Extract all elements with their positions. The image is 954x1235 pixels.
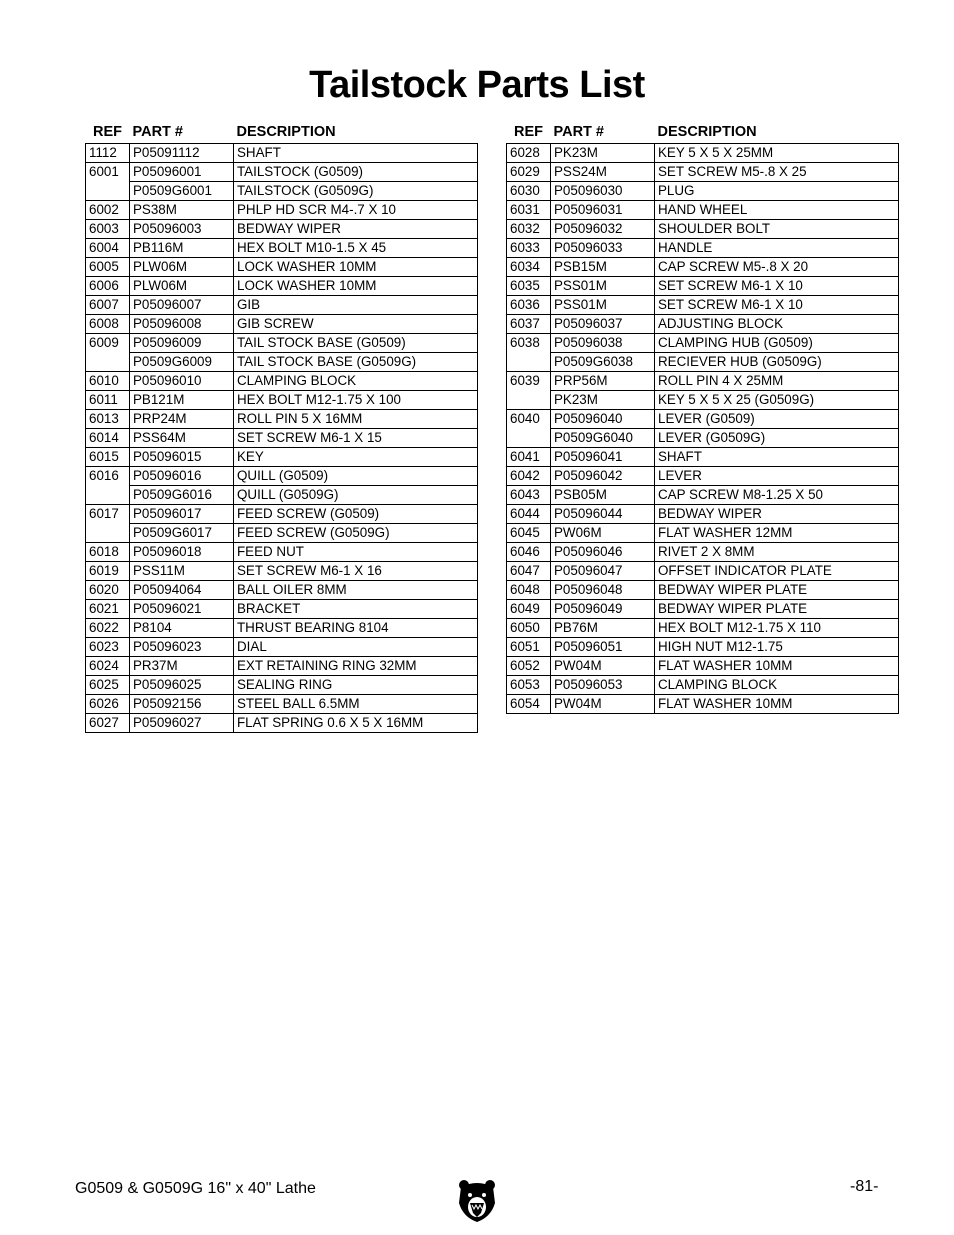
description-cell: SEALING RING (234, 676, 478, 695)
description-cell: QUILL (G0509) (234, 467, 478, 486)
part-number-cell: P0509G6017 (130, 524, 234, 543)
table-row (86, 486, 478, 505)
table-row (507, 562, 899, 581)
part-number-cell: PSS11M (130, 562, 234, 581)
table-row (507, 619, 899, 638)
table-row (86, 467, 478, 486)
description-cell: BALL OILER 8MM (234, 581, 478, 600)
part-column-header: PART # (132, 124, 183, 140)
description-cell: GIB SCREW (234, 315, 478, 334)
description-cell: FLAT WASHER 12MM (655, 524, 899, 543)
description-cell: OFFSET INDICATOR PLATE (655, 562, 899, 581)
part-number-cell: PRP24M (130, 410, 234, 429)
description-cell: HANDLE (655, 239, 899, 258)
part-number-cell: P05096048 (551, 581, 655, 600)
table-row (86, 676, 478, 695)
table-row (86, 315, 478, 334)
part-number-cell: P0509G6016 (130, 486, 234, 505)
part-number-cell: PW06M (551, 524, 655, 543)
table-row (507, 543, 899, 562)
table-row (507, 695, 899, 714)
ref-cell: 6023 (86, 638, 130, 657)
description-cell: CLAMPING BLOCK (655, 676, 899, 695)
page-number: -81- (850, 1178, 879, 1195)
description-cell: SHOULDER BOLT (655, 220, 899, 239)
table-row (507, 258, 899, 277)
ref-cell: 6007 (86, 296, 130, 315)
table-row (86, 448, 478, 467)
ref-cell (86, 182, 130, 201)
description-cell: HEX BOLT M12-1.75 X 100 (234, 391, 478, 410)
description-cell: CAP SCREW M5-.8 X 20 (655, 258, 899, 277)
ref-cell: 6032 (507, 220, 551, 239)
description-cell: CLAMPING BLOCK (234, 372, 478, 391)
part-number-cell: P05096016 (130, 467, 234, 486)
description-cell: GIB (234, 296, 478, 315)
part-number-cell: P05092156 (130, 695, 234, 714)
part-number-cell: PSS64M (130, 429, 234, 448)
description-column-header: DESCRIPTION (236, 124, 336, 140)
description-cell: FEED SCREW (G0509G) (234, 524, 478, 543)
table-row (86, 182, 478, 201)
description-cell: KEY 5 X 5 X 25MM (655, 144, 899, 163)
table-header-row (86, 121, 478, 144)
ref-cell: 6009 (86, 334, 130, 353)
part-number-cell: PW04M (551, 695, 655, 714)
table-row (86, 562, 478, 581)
table-row (507, 505, 899, 524)
part-number-cell: P05096009 (130, 334, 234, 353)
bear-logo-icon (457, 1177, 497, 1223)
part-number-cell: PB76M (551, 619, 655, 638)
ref-cell: 6022 (86, 619, 130, 638)
part-number-cell: PSS01M (551, 277, 655, 296)
part-number-cell: P05096007 (130, 296, 234, 315)
ref-cell: 6001 (86, 163, 130, 182)
part-number-cell: PB116M (130, 239, 234, 258)
ref-cell: 6026 (86, 695, 130, 714)
description-cell: ADJUSTING BLOCK (655, 315, 899, 334)
table-row (507, 467, 899, 486)
ref-cell: 6006 (86, 277, 130, 296)
table-row (86, 144, 478, 163)
part-column-header: PART # (553, 124, 604, 140)
table-row (507, 201, 899, 220)
description-cell: LEVER (655, 467, 899, 486)
description-cell: KEY (234, 448, 478, 467)
description-cell: RIVET 2 X 8MM (655, 543, 899, 562)
table-row (86, 372, 478, 391)
part-number-cell: PR37M (130, 657, 234, 676)
description-cell: LOCK WASHER 10MM (234, 277, 478, 296)
ref-cell: 6019 (86, 562, 130, 581)
ref-cell: 6025 (86, 676, 130, 695)
part-number-cell: PK23M (551, 391, 655, 410)
table-row (86, 296, 478, 315)
description-cell: SHAFT (234, 144, 478, 163)
ref-cell: 6021 (86, 600, 130, 619)
description-cell: SET SCREW M6-1 X 10 (655, 296, 899, 315)
ref-cell: 6041 (507, 448, 551, 467)
ref-cell: 6003 (86, 220, 130, 239)
description-cell: BEDWAY WIPER (655, 505, 899, 524)
description-cell: HEX BOLT M12-1.75 X 110 (655, 619, 899, 638)
table-row (507, 220, 899, 239)
part-number-cell: P05094064 (130, 581, 234, 600)
ref-cell: 6014 (86, 429, 130, 448)
description-cell: ROLL PIN 5 X 16MM (234, 410, 478, 429)
page-title: Tailstock Parts List (309, 64, 645, 106)
part-number-cell: P05096003 (130, 220, 234, 239)
ref-cell: 6046 (507, 543, 551, 562)
ref-cell: 6040 (507, 410, 551, 429)
part-number-cell: P05096017 (130, 505, 234, 524)
table-row (507, 182, 899, 201)
ref-cell: 6053 (507, 676, 551, 695)
part-number-cell: P05096030 (551, 182, 655, 201)
table-row (507, 448, 899, 467)
table-row (86, 600, 478, 619)
table-row (507, 353, 899, 372)
part-number-cell: P05096037 (551, 315, 655, 334)
table-row (507, 638, 899, 657)
part-number-cell: P05096010 (130, 372, 234, 391)
table-row (86, 619, 478, 638)
part-number-cell: P0509G6040 (551, 429, 655, 448)
ref-cell: 6031 (507, 201, 551, 220)
table-row (86, 334, 478, 353)
ref-cell: 6048 (507, 581, 551, 600)
ref-cell: 6016 (86, 467, 130, 486)
table-row (86, 163, 478, 182)
part-number-cell: PSB15M (551, 258, 655, 277)
table-header-row (507, 121, 899, 144)
ref-cell: 6013 (86, 410, 130, 429)
description-cell: BEDWAY WIPER PLATE (655, 581, 899, 600)
description-cell: TAIL STOCK BASE (G0509) (234, 334, 478, 353)
table-row (86, 258, 478, 277)
table-row (86, 657, 478, 676)
description-cell: BRACKET (234, 600, 478, 619)
ref-cell: 6033 (507, 239, 551, 258)
ref-cell (507, 353, 551, 372)
table-row (86, 220, 478, 239)
ref-column-header: REF (514, 124, 543, 140)
part-number-cell: P05091112 (130, 144, 234, 163)
table-row (507, 657, 899, 676)
table-row (507, 600, 899, 619)
ref-cell: 6037 (507, 315, 551, 334)
part-number-cell: P05096018 (130, 543, 234, 562)
part-number-cell: PB121M (130, 391, 234, 410)
part-number-cell: P05096033 (551, 239, 655, 258)
ref-cell: 6030 (507, 182, 551, 201)
part-number-cell: PSS01M (551, 296, 655, 315)
part-number-cell: PW04M (551, 657, 655, 676)
description-cell: THRUST BEARING 8104 (234, 619, 478, 638)
ref-cell: 6029 (507, 163, 551, 182)
description-cell: TAIL STOCK BASE (G0509G) (234, 353, 478, 372)
ref-cell: 6018 (86, 543, 130, 562)
table-row (86, 505, 478, 524)
part-number-cell: P0509G6009 (130, 353, 234, 372)
ref-cell: 6027 (86, 714, 130, 733)
part-number-cell: P05096053 (551, 676, 655, 695)
ref-cell: 1112 (86, 144, 130, 163)
description-cell: LOCK WASHER 10MM (234, 258, 478, 277)
part-number-cell: P05096046 (551, 543, 655, 562)
description-cell: LEVER (G0509) (655, 410, 899, 429)
part-number-cell: P8104 (130, 619, 234, 638)
ref-cell: 6036 (507, 296, 551, 315)
parts-table-left (85, 121, 478, 733)
footer-model: G0509 & G0509G 16" x 40" Lathe (75, 1180, 316, 1197)
parts-table-right (506, 121, 899, 714)
part-number-cell: P05096047 (551, 562, 655, 581)
description-cell: BEDWAY WIPER PLATE (655, 600, 899, 619)
table-row (86, 277, 478, 296)
description-cell: HIGH NUT M12-1.75 (655, 638, 899, 657)
description-column-header: DESCRIPTION (657, 124, 757, 140)
part-number-cell: PSS24M (551, 163, 655, 182)
description-cell: QUILL (G0509G) (234, 486, 478, 505)
table-row (507, 676, 899, 695)
ref-cell: 6044 (507, 505, 551, 524)
ref-column-header: REF (93, 124, 122, 140)
description-cell: BEDWAY WIPER (234, 220, 478, 239)
part-number-cell: PRP56M (551, 372, 655, 391)
part-number-cell: P0509G6038 (551, 353, 655, 372)
description-cell: SHAFT (655, 448, 899, 467)
ref-cell: 6039 (507, 372, 551, 391)
parts-table-body (86, 144, 478, 733)
part-number-cell: P05096044 (551, 505, 655, 524)
ref-cell: 6038 (507, 334, 551, 353)
table-row (86, 353, 478, 372)
description-cell: ROLL PIN 4 X 25MM (655, 372, 899, 391)
description-cell: FLAT WASHER 10MM (655, 695, 899, 714)
ref-cell: 6054 (507, 695, 551, 714)
ref-cell: 6050 (507, 619, 551, 638)
ref-cell: 6034 (507, 258, 551, 277)
description-cell: PLUG (655, 182, 899, 201)
part-number-cell: P05096041 (551, 448, 655, 467)
ref-cell: 6051 (507, 638, 551, 657)
ref-cell: 6008 (86, 315, 130, 334)
description-cell: SET SCREW M5-.8 X 25 (655, 163, 899, 182)
part-number-cell: P05096023 (130, 638, 234, 657)
ref-cell: 6002 (86, 201, 130, 220)
part-number-cell: P05096021 (130, 600, 234, 619)
table-row (86, 714, 478, 733)
ref-cell: 6052 (507, 657, 551, 676)
ref-cell: 6010 (86, 372, 130, 391)
table-row (507, 581, 899, 600)
ref-cell: 6043 (507, 486, 551, 505)
part-number-cell: P05096032 (551, 220, 655, 239)
part-number-cell: P05096008 (130, 315, 234, 334)
part-number-cell: PSB05M (551, 486, 655, 505)
ref-cell: 6035 (507, 277, 551, 296)
description-cell: TAILSTOCK (G0509G) (234, 182, 478, 201)
ref-cell: 6015 (86, 448, 130, 467)
table-row (507, 163, 899, 182)
table-row (86, 695, 478, 714)
description-cell: HAND WHEEL (655, 201, 899, 220)
table-row (86, 239, 478, 258)
description-cell: EXT RETAINING RING 32MM (234, 657, 478, 676)
description-cell: FLAT WASHER 10MM (655, 657, 899, 676)
ref-cell: 6004 (86, 239, 130, 258)
ref-cell: 6017 (86, 505, 130, 524)
description-cell: SET SCREW M6-1 X 10 (655, 277, 899, 296)
table-row (86, 410, 478, 429)
ref-cell: 6045 (507, 524, 551, 543)
part-number-cell: P05096027 (130, 714, 234, 733)
ref-cell: 6024 (86, 657, 130, 676)
ref-cell: 6005 (86, 258, 130, 277)
table-row (86, 581, 478, 600)
ref-cell (507, 429, 551, 448)
description-cell: RECIEVER HUB (G0509G) (655, 353, 899, 372)
part-number-cell: P05096051 (551, 638, 655, 657)
part-number-cell: PS38M (130, 201, 234, 220)
table-row (507, 391, 899, 410)
table-row (507, 486, 899, 505)
description-cell: FEED SCREW (G0509) (234, 505, 478, 524)
ref-cell (507, 391, 551, 410)
table-row (507, 429, 899, 448)
table-row (507, 239, 899, 258)
ref-cell (86, 486, 130, 505)
description-cell: DIAL (234, 638, 478, 657)
description-cell: LEVER (G0509G) (655, 429, 899, 448)
ref-cell: 6042 (507, 467, 551, 486)
description-cell: SET SCREW M6-1 X 15 (234, 429, 478, 448)
table-row (507, 524, 899, 543)
table-row (86, 638, 478, 657)
description-cell: FLAT SPRING 0.6 X 5 X 16MM (234, 714, 478, 733)
ref-cell: 6047 (507, 562, 551, 581)
part-number-cell: PK23M (551, 144, 655, 163)
table-row (507, 315, 899, 334)
table-row (86, 429, 478, 448)
part-number-cell: PLW06M (130, 258, 234, 277)
table-row (86, 391, 478, 410)
part-number-cell: P05096001 (130, 163, 234, 182)
part-number-cell: P05096042 (551, 467, 655, 486)
table-row (507, 372, 899, 391)
part-number-cell: P05096031 (551, 201, 655, 220)
ref-cell: 6028 (507, 144, 551, 163)
description-cell: HEX BOLT M10-1.5 X 45 (234, 239, 478, 258)
ref-cell: 6011 (86, 391, 130, 410)
part-number-cell: P05096025 (130, 676, 234, 695)
description-cell: CLAMPING HUB (G0509) (655, 334, 899, 353)
table-row (507, 277, 899, 296)
table-row (507, 144, 899, 163)
ref-cell: 6020 (86, 581, 130, 600)
table-row (507, 334, 899, 353)
table-row (507, 410, 899, 429)
part-number-cell: P05096040 (551, 410, 655, 429)
part-number-cell: PLW06M (130, 277, 234, 296)
part-number-cell: P05096038 (551, 334, 655, 353)
description-cell: CAP SCREW M8-1.25 X 50 (655, 486, 899, 505)
ref-cell (86, 353, 130, 372)
table-row (86, 524, 478, 543)
description-cell: TAILSTOCK (G0509) (234, 163, 478, 182)
part-number-cell: P05096015 (130, 448, 234, 467)
description-cell: STEEL BALL 6.5MM (234, 695, 478, 714)
table-row (86, 201, 478, 220)
description-cell: SET SCREW M6-1 X 16 (234, 562, 478, 581)
part-number-cell: P0509G6001 (130, 182, 234, 201)
description-cell: KEY 5 X 5 X 25 (G0509G) (655, 391, 899, 410)
ref-cell: 6049 (507, 600, 551, 619)
part-number-cell: P05096049 (551, 600, 655, 619)
parts-table-body (507, 144, 899, 714)
description-cell: PHLP HD SCR M4-.7 X 10 (234, 201, 478, 220)
table-row (86, 543, 478, 562)
description-cell: FEED NUT (234, 543, 478, 562)
table-row (507, 296, 899, 315)
ref-cell (86, 524, 130, 543)
